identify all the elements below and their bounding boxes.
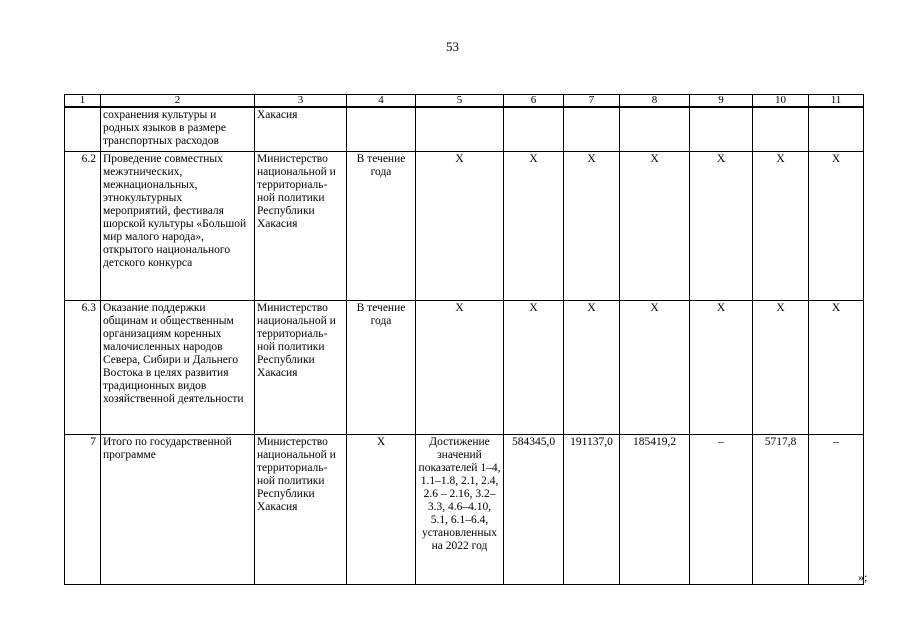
value-cell: X xyxy=(690,300,753,434)
term-cell: X xyxy=(347,434,416,584)
header-cell: 7 xyxy=(564,95,620,108)
row-number-cell: 6.3 xyxy=(65,300,101,434)
value-cell: X xyxy=(753,151,809,300)
header-cell: 8 xyxy=(620,95,690,108)
table-header-row xyxy=(65,95,864,108)
value-cell xyxy=(564,107,620,151)
value-cell: 191137,0 xyxy=(564,434,620,584)
value-cell: 5717,8 xyxy=(753,434,809,584)
activity-cell: сохранения культуры и родных языков в размере транспортных расходов xyxy=(101,107,255,151)
executor-cell: Министерство национальной и территориаль-ной политики Республики Хакасия xyxy=(255,151,347,300)
result-cell: X xyxy=(416,151,504,300)
result-cell: Достижение значений показателей 1–4, 1.1–1.8, 2.1, 2.4, 2.6 – 2.16, 3.2–3.3, 4.6–4.10, 5.1, 6.1–6.4, установленных на 2022 год xyxy=(416,434,504,584)
value-cell: X xyxy=(620,151,690,300)
value-cell: X xyxy=(809,151,864,300)
row-number-cell: 7 xyxy=(65,434,101,584)
result-cell xyxy=(416,107,504,151)
header-cell: 10 xyxy=(753,95,809,108)
activity-cell: Оказание поддержки общинам и общественным организациям коренных малочисленных народов Севера, Сибири и Дальнего Востока в целях развития традиционных видов хозяйственной деятельности xyxy=(101,300,255,434)
executor-cell: Министерство национальной и территориаль-ной политики Республики Хакасия xyxy=(255,434,347,584)
result-cell: X xyxy=(416,300,504,434)
term-cell: В течение года xyxy=(347,151,416,300)
value-cell xyxy=(504,107,564,151)
row-number-cell xyxy=(65,107,101,151)
header-cell: 2 xyxy=(101,95,255,108)
value-cell: 185419,2 xyxy=(620,434,690,584)
value-cell xyxy=(690,107,753,151)
executor-cell: Министерство национальной и территориаль-ной политики Республики Хакасия xyxy=(255,300,347,434)
term-cell: В течение года xyxy=(347,300,416,434)
closing-quote-mark: »; xyxy=(858,570,868,584)
value-cell: – xyxy=(690,434,753,584)
header-cell: 4 xyxy=(347,95,416,108)
value-cell: – xyxy=(809,434,864,584)
program-table xyxy=(64,94,864,585)
value-cell xyxy=(753,107,809,151)
header-cell: 6 xyxy=(504,95,564,108)
activity-cell: Итого по государственной программе xyxy=(101,434,255,584)
value-cell: X xyxy=(564,300,620,434)
value-cell: 584345,0 xyxy=(504,434,564,584)
term-cell xyxy=(347,107,416,151)
value-cell: X xyxy=(504,300,564,434)
value-cell: X xyxy=(753,300,809,434)
executor-cell: Хакасия xyxy=(255,107,347,151)
table-row xyxy=(65,107,864,151)
activity-cell: Проведение совместных межэтнических, межнациональных, этнокультурных мероприятий, фестиваля шорской культуры «Большой мир малого народа», открытого национального детского конкурса xyxy=(101,151,255,300)
value-cell: X xyxy=(690,151,753,300)
value-cell: X xyxy=(504,151,564,300)
table-row xyxy=(65,434,864,584)
header-cell: 5 xyxy=(416,95,504,108)
table-row xyxy=(65,151,864,300)
page-number: 53 xyxy=(446,39,459,54)
header-cell: 9 xyxy=(690,95,753,108)
table-row xyxy=(65,300,864,434)
header-cell: 3 xyxy=(255,95,347,108)
value-cell: X xyxy=(809,300,864,434)
value-cell xyxy=(620,107,690,151)
header-cell: 11 xyxy=(809,95,864,108)
value-cell: X xyxy=(564,151,620,300)
row-number-cell: 6.2 xyxy=(65,151,101,300)
value-cell: X xyxy=(620,300,690,434)
value-cell xyxy=(809,107,864,151)
header-cell: 1 xyxy=(65,95,101,108)
